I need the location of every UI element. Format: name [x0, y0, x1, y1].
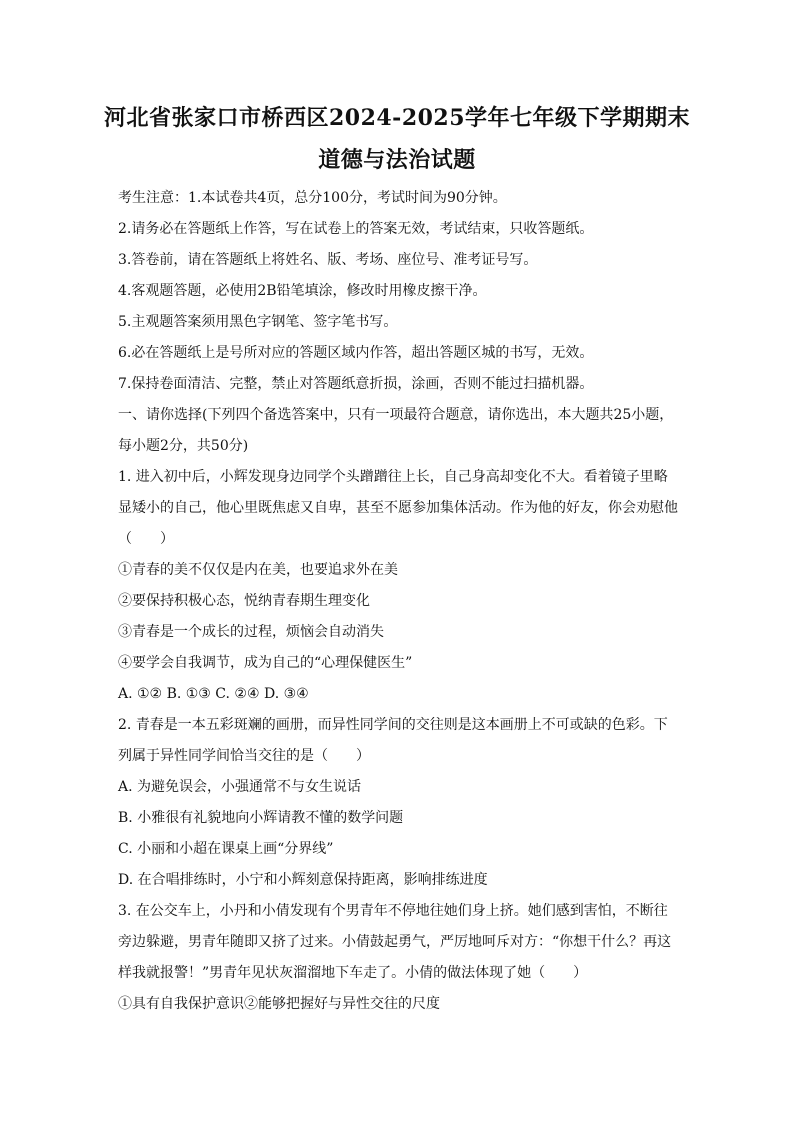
note-4: 4.客观题答题，必使用2B铅笔填涂，修改时用橡皮擦干净。	[118, 283, 487, 299]
exam-body	[118, 183, 678, 1020]
section-heading-line1: 一、请你选择(下列四个备选答案中，只有一项最符合题意，请你选出，本大题共25小题，	[118, 407, 674, 423]
question-2-option-c: C. 小丽和小超在课桌上画“分界线”	[118, 841, 334, 857]
question-1-item-3: ③青春是一个成长的过程，烦恼会自动消失	[118, 624, 384, 640]
question-3-stem-line1: 3. 在公交车上，小丹和小倩发现有个男青年不停地往她们身上挤。她们感到害怕，不断往	[118, 903, 668, 919]
question-3-stem-line2: 旁边躲避，男青年随即又挤了过来。小倩鼓起勇气，严厉地呵斥对方：“你想干什么？再这	[118, 934, 672, 950]
exam-title-line2: 道德与法治试题	[318, 147, 476, 173]
question-1-stem-line2: 显矮小的自己，他心里既焦虑又自卑，甚至不愿参加集体活动。作为他的好友，你会劝慰他	[118, 500, 678, 516]
question-2-option-b: B. 小雅很有礼貌地向小辉请教不懂的数学问题	[118, 810, 404, 826]
question-2-stem-line1: 2. 青春是一本五彩斑斓的画册，而异性同学间的交往则是这本画册上不可或缺的色彩。下	[118, 717, 668, 733]
question-1-stem-line1: 1. 进入初中后，小辉发现身边同学个头蹭蹭往上长，自己身高却变化不大。看着镜子里略	[118, 469, 668, 485]
note-2: 2.请务必在答题纸上作答，写在试卷上的答案无效，考试结束，只收答题纸。	[118, 221, 594, 237]
note-3: 3.答卷前，请在答题纸上将姓名、版、考场、座位号、准考证号写。	[118, 252, 538, 268]
question-1-blank: （ ）	[118, 531, 174, 547]
question-2-stem-line2: 列属于异性同学间恰当交往的是（ ）	[118, 748, 370, 764]
question-1-options: A. ①② B. ①③ C. ②④ D. ③④	[118, 686, 309, 702]
exam-title-line1: 河北省张家口市桥西区2024-2025学年七年级下学期期末	[103, 105, 691, 131]
question-1-item-2: ②要保持积极心态，悦纳青春期生理变化	[118, 593, 370, 609]
note-5: 5.主观题答案须用黑色字钢笔、签字笔书写。	[118, 314, 398, 330]
question-3-stem-line3: 样我就报警！”男青年见状灰溜溜地下车走了。小倩的做法体现了她（ ）	[118, 965, 588, 981]
section-heading-line2: 每小题2分，共50分)	[118, 438, 249, 454]
note-7: 7.保持卷面清洁、完整，禁止对答题纸意折损，涂画，否则不能过扫描机器。	[118, 376, 594, 392]
question-2-option-d: D. 在合唱排练时，小宁和小辉刻意保持距离，影响排练进度	[118, 872, 488, 888]
note-6: 6.必在答题纸上是号所对应的答题区域内作答，超出答题区城的书写，无效。	[118, 345, 594, 361]
question-2-option-a: A. 为避免误会，小强通常不与女生说话	[118, 779, 362, 795]
question-1-item-1: ①青春的美不仅仅是内在美，也要追求外在美	[118, 562, 398, 578]
note-1: 考生注意：1.本试卷共4页，总分100分，考试时间为90分钟。	[118, 190, 507, 206]
question-3-item-1: ①具有自我保护意识②能够把握好与异性交往的尺度	[118, 996, 440, 1012]
question-1-item-4: ④要学会自我调节，成为自己的“心理保健医生”	[118, 655, 413, 671]
